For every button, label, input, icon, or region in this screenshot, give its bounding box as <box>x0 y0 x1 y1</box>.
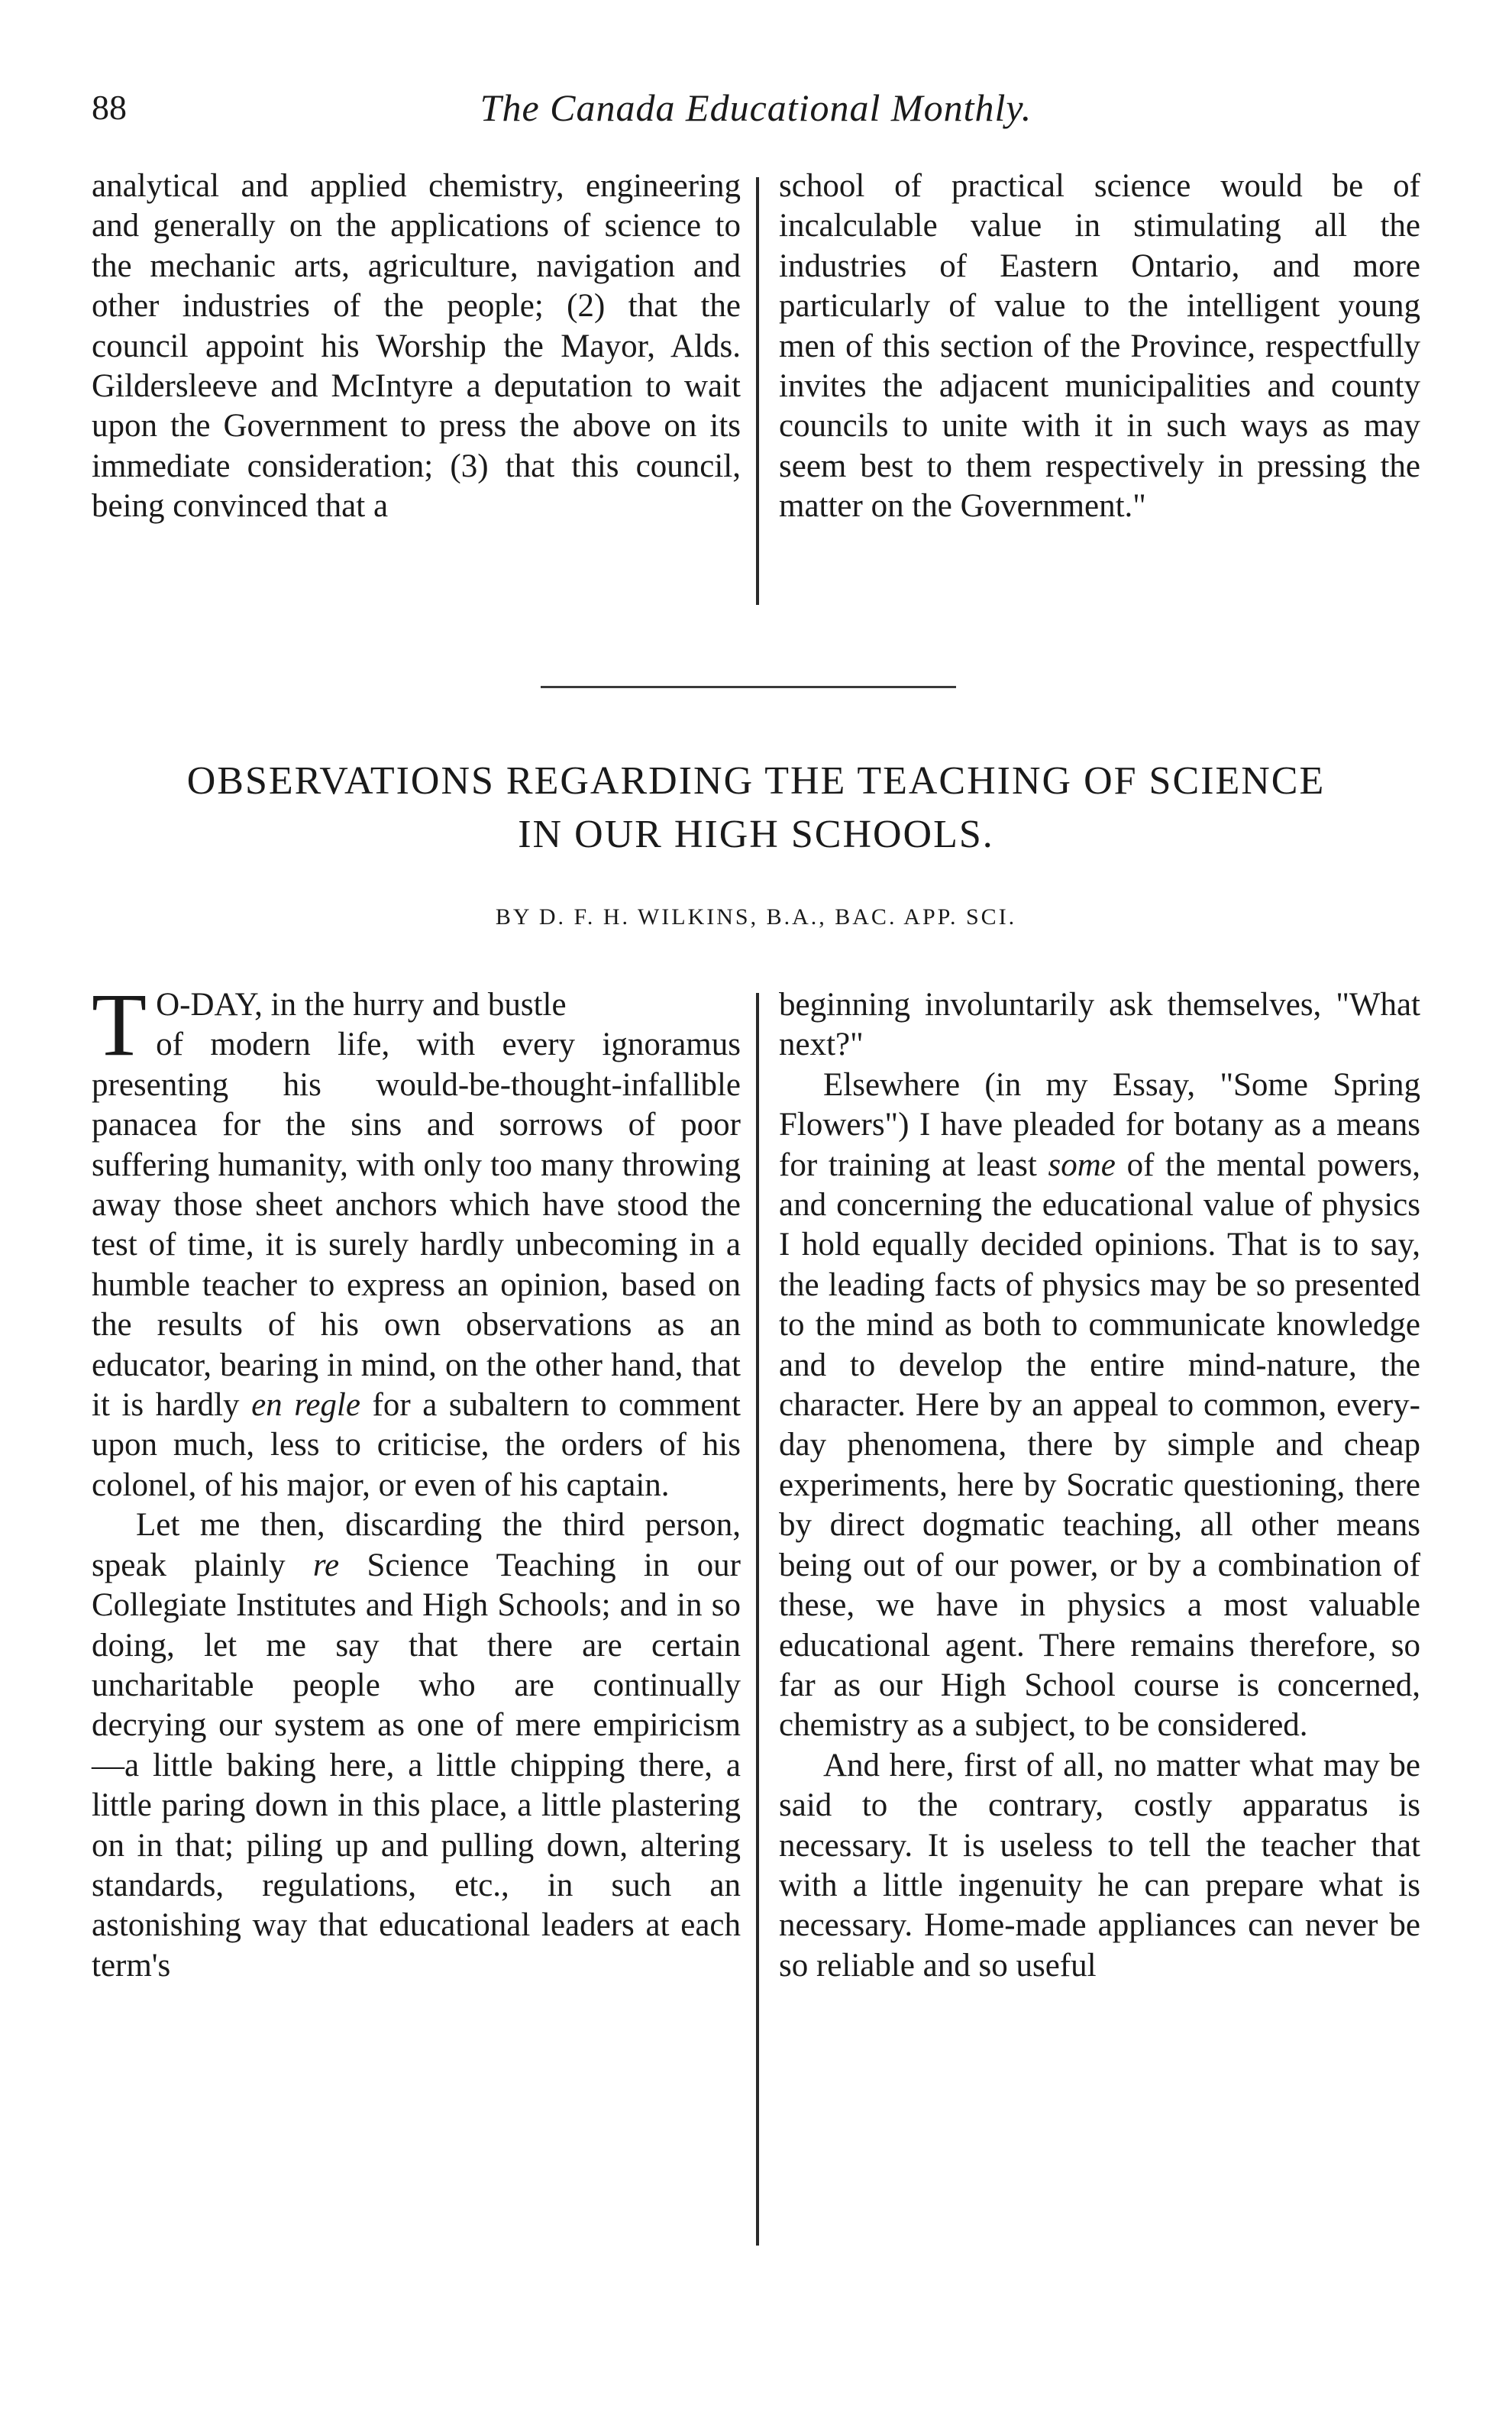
article-title <box>76 755 1436 862</box>
paragraph-1-italic: en regle <box>251 1387 360 1424</box>
top-left-paragraph: analytical and applied chemistry, engineering and generally on the applications of science to the mechanic arts, agriculture, navigation and other industries of the people; (2) that the council appoint his Worship the Mayor, Alds. Gildersleeve and McIntyre a deputation to wait upon the Government to press the above on its immediate consideration; (3) that this council, being convinced that a <box>92 168 741 525</box>
journal-title: The Canada Educational Monthly. <box>480 86 1032 129</box>
right-paragraph-1: beginning involuntarily ask themselves, "What next?" <box>779 987 1420 1063</box>
article-title-line-1: OBSERVATIONS REGARDING THE TEACHING OF SCIENCE <box>186 759 1326 803</box>
paragraph-2-text-b: Science Teaching in our Collegiate Institutes and High Schools; and in so doing, let me say that there are certain uncharitable people who are continually decrying our system as one of mere empiricism—a little baking here, a little chipping there, a little paring down in this place, a little plastering on in that; piling up and pulling down, altering standards, regulations, etc., in such an astonishing way that educational leaders at each term's <box>92 1547 741 1984</box>
article-title-line-2: IN OUR HIGH SCHOOLS. <box>518 813 994 856</box>
paragraph-2-text-a: Let me then, discarding the third person, speak plainly <box>92 1507 741 1583</box>
page-number: 88 <box>92 88 127 127</box>
top-left-column <box>92 167 741 527</box>
body-left-column <box>92 975 741 1986</box>
section-separator <box>541 686 956 688</box>
body-right-column <box>779 985 1420 1986</box>
paragraph-1-first-line: O-DAY, in the hurry and bustle <box>156 987 567 1023</box>
drop-cap: T <box>92 975 147 1075</box>
right-paragraph-3: And here, first of all, no matter what may be said to the contrary, costly apparatus is necessary. It is useless to tell the teacher that with a little ingenuity he can prepare what is necessary. Home-made appliances can never be so reliable and so useful <box>779 1747 1420 1984</box>
right-paragraph-2-text-a: Elsewhere (in my Essay, "Some Spring Flowers") I have pleaded for botany as a means for training at least <box>779 1066 1420 1183</box>
top-right-paragraph: school of practical science would be of incalculable value in stimulating all the industries of Eastern Ontario, and more particularly of value to the intelligent young men of this section of the Province, respectfully invites the adjacent municipalities and county councils to unite with it in such ways as may seem best to them respectively in pressing the matter on the Government." <box>779 168 1420 525</box>
right-paragraph-2 <box>779 1065 1420 1746</box>
paragraph-1 <box>92 975 741 1505</box>
right-paragraph-2-italic: some <box>1048 1146 1116 1183</box>
column-divider-top <box>756 177 759 605</box>
paragraph-1-text-a: of modern life, with every ignoramus presenting his would-be-thought-infallible panacea for the sins and sorrows of poor suffering humanity, with only too many throwing away those sheet anchors which have stood the test of time, it is surely hardly unbecoming in a humble teacher to express an opinion, based on the results of his own observations as an educator, bearing in mind, on the other hand, that it is hardly <box>92 1027 741 1424</box>
byline: BY D. F. H. WILKINS, B.A., BAC. APP. SCI. <box>495 904 1017 930</box>
paragraph-2-italic: re <box>312 1547 340 1583</box>
paragraph-2 <box>92 1505 741 1986</box>
paragraph-1-text-b: for a subaltern to comment upon much, less to criticise, the orders of his colonel, of his major, or even of his captain. <box>92 1387 741 1503</box>
top-right-column <box>779 167 1420 527</box>
running-head <box>0 81 1512 134</box>
right-paragraph-2-text-b: of the mental powers, and concerning the educational value of physics I hold equally decided opinions. That is to say, the leading facts of physics may be so presented to the mind as both to communicate knowledge and to develop the entire mind-nature, the character. Here by an appeal to common, every-day phenomena, there by simple and cheap experiments, here by Socratic questioning, there by direct dogmatic teaching, all other means being out of our power, or by a combination of these, we have in physics a most valuable educational agent. There remains therefore, so far as our High School course is concerned, chemistry as a subject, to be considered. <box>779 1146 1420 1744</box>
column-divider-body <box>756 993 759 2246</box>
